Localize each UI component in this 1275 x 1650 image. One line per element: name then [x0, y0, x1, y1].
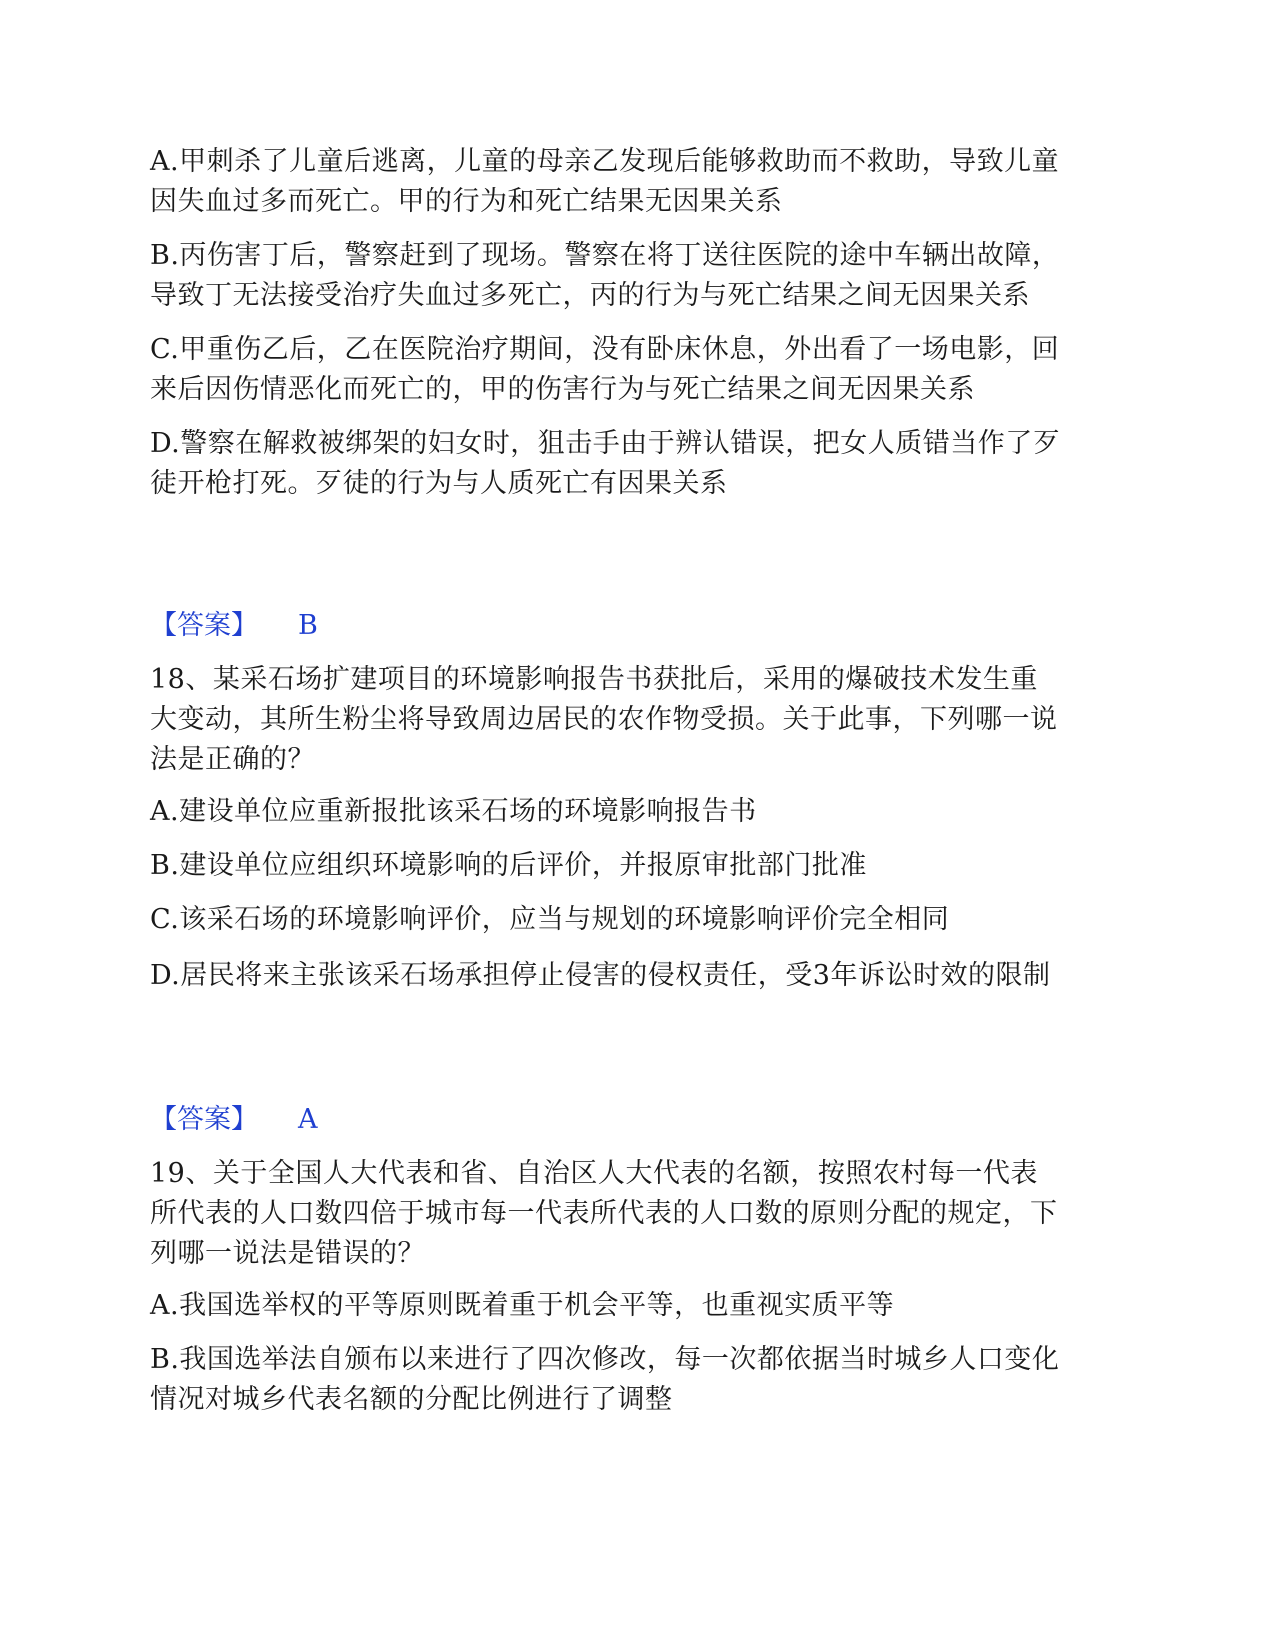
- q17-answer-line: [150, 606, 318, 646]
- q18-answer-line: [150, 1100, 318, 1140]
- q19-question: 19、关于全国人大代表和省、自治区人大代表的名额，按照农村每一代表所代表的人口数四倍于城市每一代表所代表的人口数的原则分配的规定，下列哪一说法是错误的？: [150, 1158, 1058, 1269]
- q17-option-c: C.甲重伤乙后，乙在医院治疗期间，没有卧床休息，外出看了一场电影，回来后因伤情恶化而死亡的，甲的伤害行为与死亡结果之间无因果关系: [150, 334, 1060, 405]
- q19-option-a: A.我国选举权的平等原则既着重于机会平等，也重视实质平等: [150, 1290, 895, 1321]
- q17-answer-value: B: [298, 610, 318, 641]
- q18-question: 18、某采石场扩建项目的环境影响报告书获批后，采用的爆破技术发生重大变动，其所生粉尘将导致周边居民的农作物受损。关于此事，下列哪一说法是正确的？: [150, 664, 1058, 775]
- q17-option-a: A.甲刺杀了儿童后逃离，儿童的母亲乙发现后能够救助而不救助，导致儿童因失血过多而死亡。甲的行为和死亡结果无因果关系: [150, 146, 1060, 217]
- answer-label: 【答案】: [150, 610, 258, 641]
- answer-label: 【答案】: [150, 1104, 258, 1135]
- q19-option-b: B.我国选举法自颁布以来进行了四次修改，每一次都依据当时城乡人口变化情况对城乡代表名额的分配比例进行了调整: [150, 1344, 1060, 1415]
- q18-option-a: A.建设单位应重新报批该采石场的环境影响报告书: [150, 796, 757, 827]
- q17-option-b: B.丙伤害丁后，警察赶到了现场。警察在将丁送往医院的途中车辆出故障，导致丁无法接受治疗失血过多死亡，丙的行为与死亡结果之间无因果关系: [150, 240, 1060, 311]
- q17-option-d: D.警察在解救被绑架的妇女时，狙击手由于辨认错误，把女人质错当作了歹徒开枪打死。歹徒的行为与人质死亡有因果关系: [150, 428, 1061, 499]
- q18-answer-value: A: [298, 1104, 318, 1135]
- q18-option-d: D.居民将来主张该采石场承担停止侵害的侵权责任，受3年诉讼时效的限制: [150, 960, 1051, 991]
- q18-option-b: B.建设单位应组织环境影响的后评价，并报原审批部门批准: [150, 850, 867, 881]
- q18-option-c: C.该采石场的环境影响评价，应当与规划的环境影响评价完全相同: [150, 904, 950, 935]
